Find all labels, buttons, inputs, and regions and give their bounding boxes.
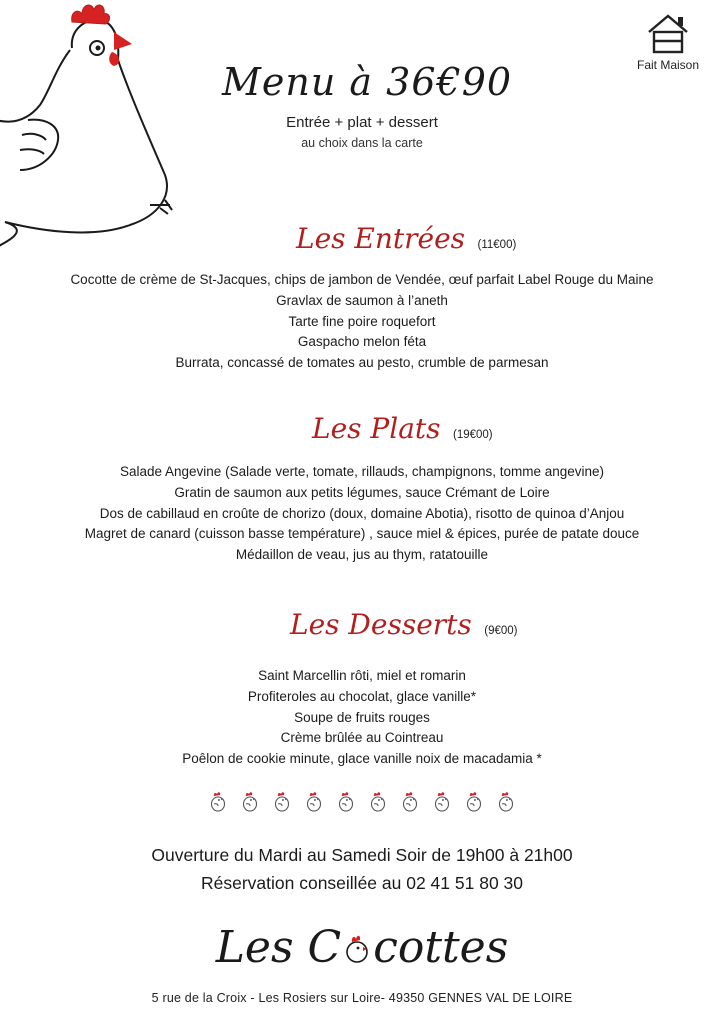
list-item: Dos de cabillaud en croûte de chorizo (doux, domaine Abotia), risotto de quinoa d’Anjou	[99, 505, 625, 521]
hen-icon	[342, 932, 372, 964]
address: 5 rue de la Croix - Les Rosiers sur Loire- 49350 GENNES VAL DE LOIRE	[151, 991, 573, 1005]
opening-hours: Ouverture du Mardi au Samedi Soir de 19h00 à 21h00	[151, 845, 573, 865]
section-price-plats: (19€00)	[453, 429, 493, 441]
list-item: Cocotte de crème de St-Jacques, chips de jambon de Vendée, œuf parfait Label Rouge du Maine	[70, 272, 654, 287]
section-title-entrees: Les Entrées	[296, 222, 466, 255]
list-item: Burrata, concassé de tomates au pesto, crumble de parmesan	[175, 355, 549, 371]
entrees-list	[0, 270, 724, 374]
hen-icon	[368, 790, 388, 812]
house-icon	[645, 14, 691, 54]
list-item: Profiteroles au chocolat, glace vanille*	[247, 688, 477, 704]
brand-prefix: Les C	[215, 922, 342, 973]
desserts-list	[0, 666, 724, 770]
hen-divider	[0, 790, 724, 812]
plats-list	[0, 462, 724, 566]
list-item: Crème brûlée au Cointreau	[280, 730, 444, 746]
fait-maison-label: Fait Maison	[636, 58, 700, 72]
menu-subtitle: Entrée + plat + dessert	[286, 114, 438, 131]
list-item: Magret de canard (cuisson basse température) , sauce miel & épices, purée de patate douce	[84, 526, 640, 542]
list-item: Médaillon de veau, jus au thym, ratatouille	[235, 547, 489, 563]
hen-icon	[336, 790, 356, 812]
hen-icon	[400, 790, 420, 812]
hen-icon	[432, 790, 452, 812]
hen-icon	[464, 790, 484, 812]
section-title-plats: Les Plats	[312, 412, 441, 445]
section-price-entrees: (11€00)	[477, 239, 517, 251]
section-heading-plats	[312, 412, 493, 445]
hen-icon	[208, 790, 228, 812]
list-item: Soupe de fruits rouges	[294, 709, 430, 725]
list-item: Gratin de saumon aux petits légumes, sauce Crémant de Loire	[174, 484, 550, 500]
list-item: Salade Angevine (Salade verte, tomate, rillauds, champignons, tomme angevine)	[119, 464, 605, 479]
section-price-desserts: (9€00)	[484, 625, 518, 637]
list-item: Gravlax de saumon à l’aneth	[276, 292, 448, 308]
list-item: Tarte fine poire roquefort	[288, 313, 436, 329]
list-item: Saint Marcellin rôti, miel et romarin	[258, 668, 466, 683]
section-heading-desserts	[290, 608, 517, 641]
menu-title: Menu à 36€90	[222, 60, 513, 104]
hen-icon	[272, 790, 292, 812]
hen-icon	[240, 790, 260, 812]
list-item: Poêlon de cookie minute, glace vanille noix de macadamia *	[182, 751, 542, 767]
section-title-desserts: Les Desserts	[290, 608, 472, 641]
hen-icon	[496, 790, 516, 812]
section-heading-entrees	[296, 222, 516, 255]
reservation-phone: Réservation conseillée au 02 41 51 80 30	[200, 873, 524, 893]
brand-suffix: cottes	[373, 922, 509, 973]
menu-subtitle-note: au choix dans la carte	[301, 136, 423, 150]
hen-icon	[304, 790, 324, 812]
list-item: Gaspacho melon féta	[297, 334, 427, 350]
brand-logo	[0, 922, 724, 973]
fait-maison-badge	[624, 14, 712, 72]
